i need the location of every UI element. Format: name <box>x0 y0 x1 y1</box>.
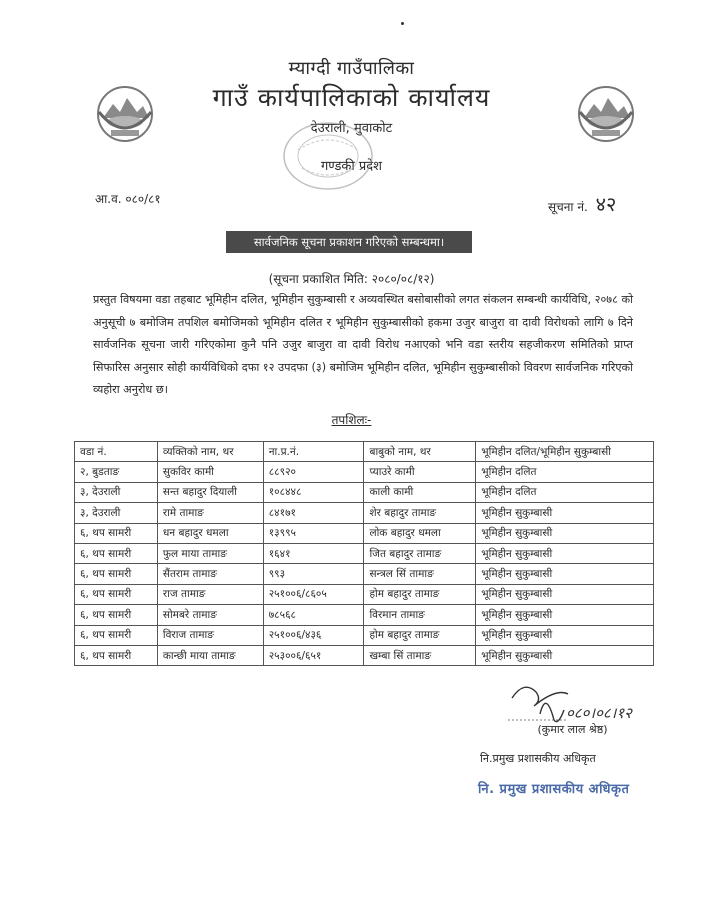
column-header: भूमिहीन दलित/भूमिहीन सुकुम्बासी <box>476 442 654 462</box>
table-row <box>75 462 654 482</box>
table-cell: भूमिहीन सुकुम्बासी <box>476 503 654 523</box>
table-row <box>75 584 654 604</box>
table-row <box>75 605 654 625</box>
handwritten-signature-icon <box>506 670 656 730</box>
table-cell: ३, देउराली <box>75 482 158 502</box>
table-cell: विरमान तामाङ <box>364 605 476 625</box>
office-name: गाउँ कार्यपालिकाको कार्यालय <box>212 83 491 112</box>
table-cell: सन्त बहादुर दियाली <box>157 482 263 502</box>
scan-speck <box>401 22 404 25</box>
table-cell: ८८९२० <box>263 462 364 482</box>
table-cell: काली कामी <box>364 482 476 502</box>
table-cell: धन बहादुर धमला <box>157 523 263 543</box>
table-cell: होम बहादुर तामाङ <box>364 625 476 645</box>
table-cell: भूमिहीन दलित <box>476 462 654 482</box>
table-cell: कान्छी माया तामाङ <box>157 645 263 665</box>
office-location: देउराली, मुवाकोट <box>310 121 393 136</box>
fiscal-year: आ.व. ०८०/८१ <box>95 192 161 206</box>
table-cell: ६, थप सामरी <box>75 584 158 604</box>
table-cell: राज तामाङ <box>157 584 263 604</box>
table-cell: शेर बहादुर तामाङ <box>364 503 476 523</box>
table-row <box>75 523 654 543</box>
notice-number <box>548 190 616 217</box>
table-cell: भूमिहीन सुकुम्बासी <box>476 645 654 665</box>
subject-banner: सार्वजनिक सूचना प्रकाशन गरिएको सम्बन्धमा। <box>226 231 472 253</box>
table-cell: १०८४४८ <box>263 482 364 502</box>
designation-seal: नि. प्रमुख प्रशासकीय अधिकृत <box>478 782 630 797</box>
table-cell: रामे तामाङ <box>157 503 263 523</box>
office-stamp-icon <box>282 120 374 192</box>
beneficiary-table <box>74 441 654 666</box>
table-cell: ३, देउराली <box>75 503 158 523</box>
table-cell: प्याउरे कामी <box>364 462 476 482</box>
table-row <box>75 564 654 584</box>
table-cell: २५३००६/६५१ <box>263 645 364 665</box>
column-header: बाबुको नाम, थर <box>364 442 476 462</box>
table-cell: भूमिहीन सुकुम्बासी <box>476 605 654 625</box>
table-cell: १३९९५ <box>263 523 364 543</box>
column-header: व्यक्तिको नाम, थर <box>157 442 263 462</box>
table-cell: होम बहादुर तामाङ <box>364 584 476 604</box>
province-name: गण्डकी प्रदेश <box>320 159 383 174</box>
table-cell: ७८५६८ <box>263 605 364 625</box>
published-date: (सूचना प्रकाशित मिति: २०८०/०८/१२) <box>268 272 435 286</box>
table-row <box>75 625 654 645</box>
table-row <box>75 503 654 523</box>
table-cell: ६, थप सामरी <box>75 645 158 665</box>
table-cell: ६, थप सामरी <box>75 523 158 543</box>
table-cell: भूमिहीन दलित <box>476 482 654 502</box>
table-cell: फुल माया तामाङ <box>157 543 263 563</box>
table-cell: भूमिहीन सुकुम्बासी <box>476 523 654 543</box>
table-cell: सैंतराम तामाङ <box>157 564 263 584</box>
handwritten-date: ०८०।०८।१२ <box>566 704 632 722</box>
table-cell: ८४१७१ <box>263 503 364 523</box>
table-cell: लोक बहादुर धमला <box>364 523 476 543</box>
table-cell: खम्बा सिं तामाङ <box>364 645 476 665</box>
table-cell: ६, थप सामरी <box>75 564 158 584</box>
notice-body: प्रस्तुत विषयमा वडा तहबाट भूमिहीन दलित, भूमिहीन सुकुम्बासी र अव्यवस्थित बसोबासीको लगत संकलन सम्बन्धी कार्यविधि, २०७८ को अनुसूची ७ बमोजिम तपशिल बमोजिमको भूमिहीन दलित र भूमिहीन सुकुम्बासीको हकमा उजुर बाजुरा वा दावी विरोधको लागि ७ दिने सार्वजनिक सूचना जारी गरिएकोमा कुनै पनि उजुर बाजुरा वा दावी विरोध नआएको भनि वडा स्तरीय सहजीकरण समितिको प्राप्त सिफारिस अनुसार सोही कार्यविधिको दफा १२ उपदफा (३) बमोजिम भूमिहीन दलित, भूमिहीन सुकुम्बासीको विवरण सार्वजनिक गरिएको व्यहोरा अनुरोध छ। <box>93 293 633 397</box>
notice-number-label: सूचना नं. <box>548 200 588 214</box>
table-row <box>75 645 654 665</box>
table-header-row <box>75 442 654 462</box>
table-cell: भूमिहीन सुकुम्बासी <box>476 625 654 645</box>
table-cell: २५१००६/८६०५ <box>263 584 364 604</box>
table-cell: जित बहादुर तामाङ <box>364 543 476 563</box>
table-row <box>75 543 654 563</box>
table-cell: विराज तामाङ <box>157 625 263 645</box>
table-cell: भूमिहीन सुकुम्बासी <box>476 584 654 604</box>
details-heading: तपशिलः- <box>331 413 372 427</box>
table-cell: सन्त्रल सिं तामाङ <box>364 564 476 584</box>
column-header: ना.प्र.नं. <box>263 442 364 462</box>
table-cell: ९९३ <box>263 564 364 584</box>
notice-number-value: ४२ <box>595 192 617 216</box>
table-cell: भूमिहीन सुकुम्बासी <box>476 564 654 584</box>
table-cell: २, बुडताङ <box>75 462 158 482</box>
table-cell: ६, थप सामरी <box>75 605 158 625</box>
table-row <box>75 482 654 502</box>
table-cell: ६, थप सामरी <box>75 543 158 563</box>
table-cell: १६४१ <box>263 543 364 563</box>
table-cell: ६, थप सामरी <box>75 625 158 645</box>
table-cell: २५१००६/४३६ <box>263 625 364 645</box>
signatory-name: (कुमार लाल श्रेष्ठ) <box>537 723 608 736</box>
municipality-name: म्याग्दी गाउँपालिका <box>288 58 415 79</box>
signatory-title: नि.प्रमुख प्रशासकीय अधिकृत <box>480 752 596 765</box>
table-cell: सोमबरे तामाङ <box>157 605 263 625</box>
column-header: वडा नं. <box>75 442 158 462</box>
table-cell: भूमिहीन सुकुम्बासी <box>476 543 654 563</box>
table-cell: सुकविर कामी <box>157 462 263 482</box>
